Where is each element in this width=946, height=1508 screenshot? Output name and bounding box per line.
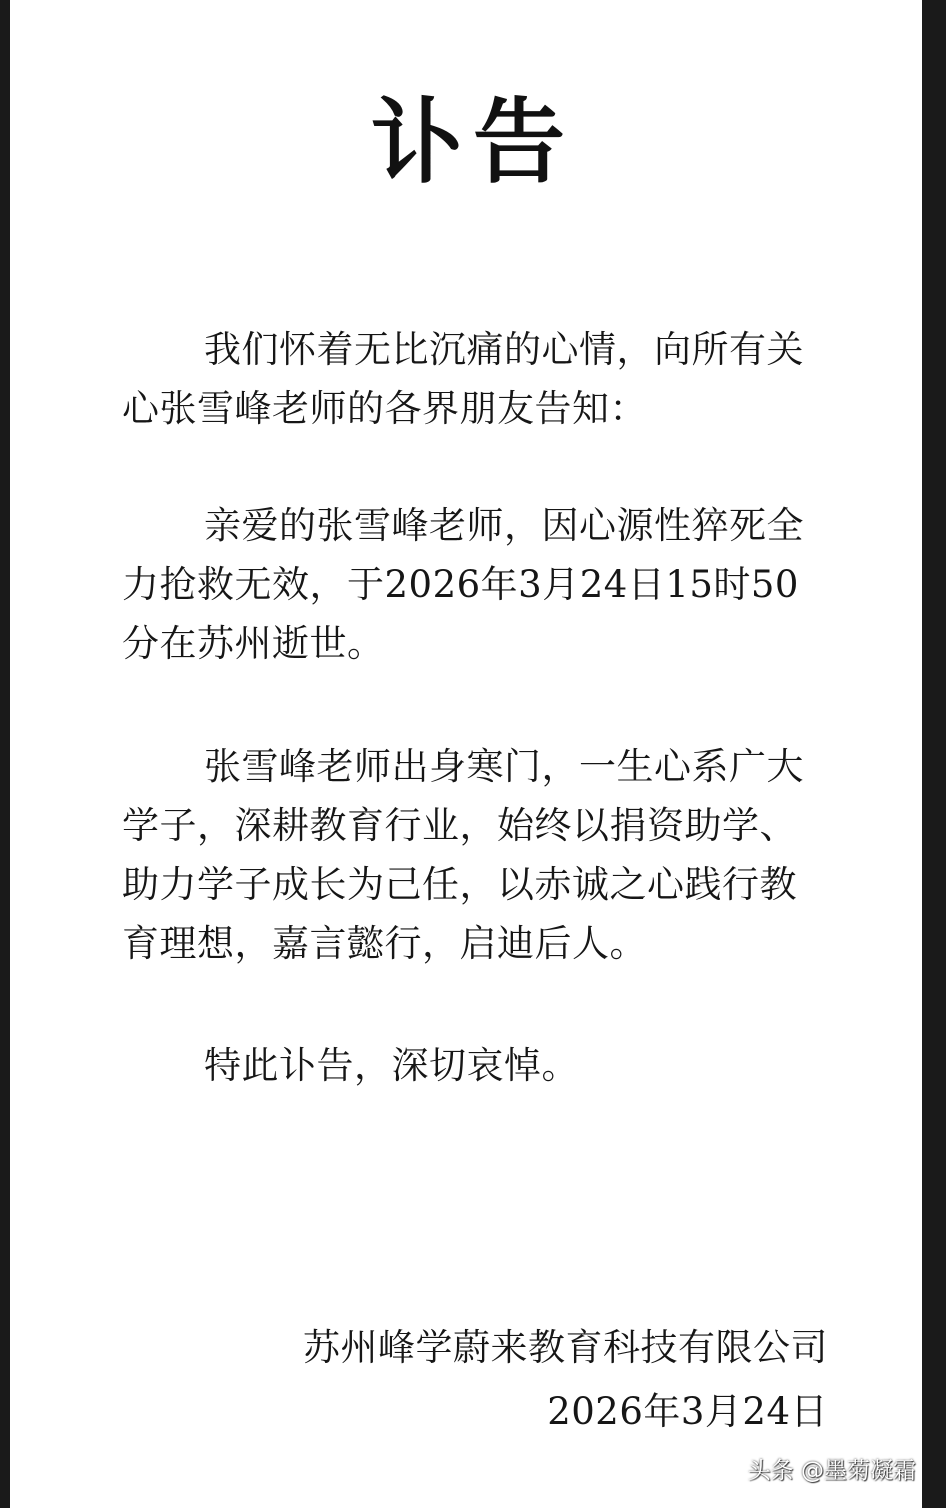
left-border	[0, 0, 10, 1508]
paragraph-biography: 张雪峰老师出身寒门，一生心系广大学子，深耕教育行业，始终以捐资助学、助力学子成长为己任，以赤诚之心践行教育理想，嘉言懿行，启迪后人。	[122, 745, 804, 965]
paragraph-closing: 特此讣告，深切哀悼。	[204, 1044, 579, 1087]
signature-company: 苏州峰学蔚来教育科技有限公司	[303, 1326, 828, 1369]
notice-title: 讣告	[370, 89, 575, 196]
paragraph-announcement: 亲爱的张雪峰老师，因心源性猝死全力抢救无效，于2026年3月24日15时50分在苏州逝世。	[122, 504, 804, 665]
paragraph-intro: 我们怀着无比沉痛的心情，向所有关心张雪峰老师的各界朋友告知：	[122, 328, 804, 430]
source-watermark: 头条 @墨菊凝霜	[747, 1458, 916, 1484]
right-border	[922, 0, 946, 1508]
signature-date: 2026年3月24日	[547, 1390, 828, 1433]
